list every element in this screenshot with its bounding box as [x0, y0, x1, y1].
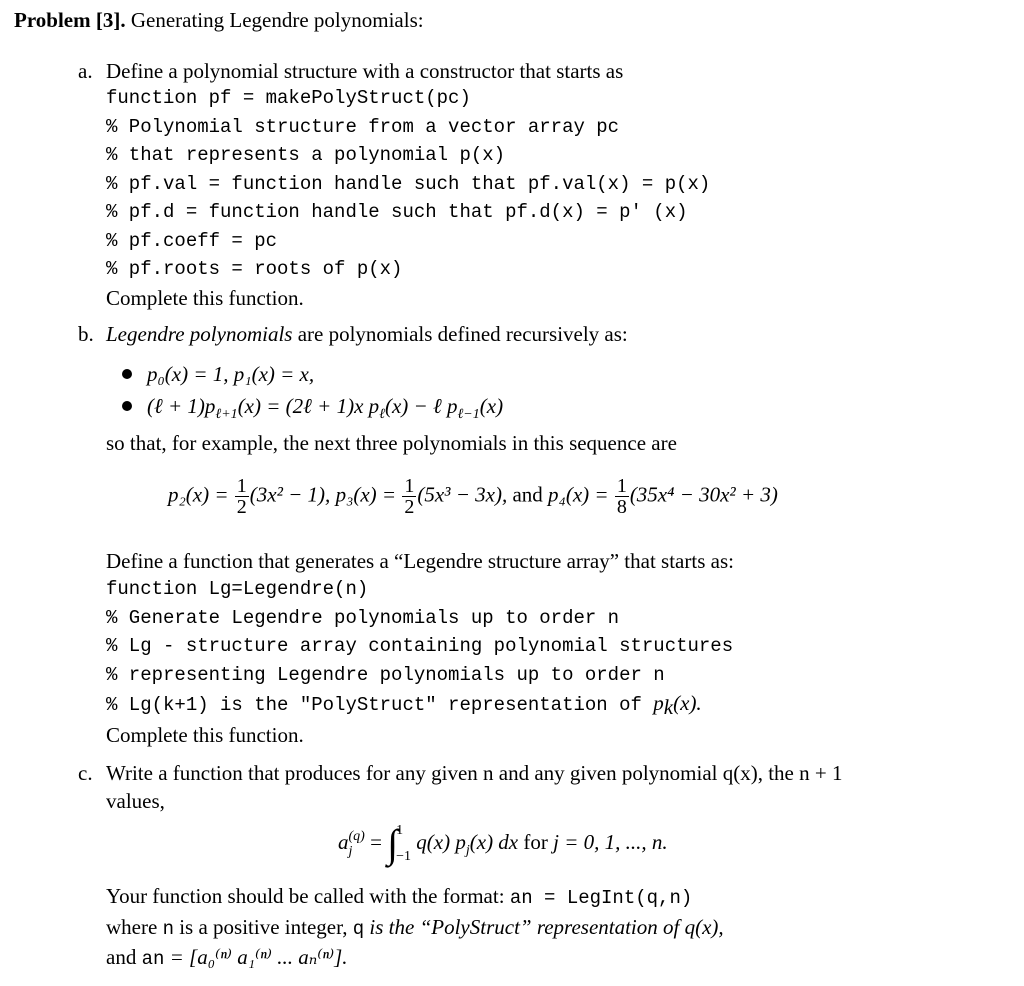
code-line: % pf.val = function handle such that pf.val(x) = p(x) — [106, 172, 711, 195]
integral-limits — [396, 818, 411, 870]
bullet-icon — [122, 369, 132, 379]
p3-lhs: p₃(x) = — [335, 482, 397, 507]
part-c-label: c. — [78, 761, 93, 785]
part-a-intro: Define a polynomial structure with a constructor that starts as — [106, 59, 624, 83]
part-a-label: a. — [78, 59, 93, 83]
p2-rhs: (3x² − 1), — [249, 482, 331, 507]
where-text: where — [106, 914, 158, 939]
integrand-rest: (x) dx — [469, 829, 519, 854]
coef-sup: (q) — [348, 829, 365, 844]
part-b-code — [106, 575, 734, 721]
part-c-intro — [106, 759, 842, 815]
code-line: % pf.d = function handle such that pf.d(x) = p' (x) — [106, 201, 688, 223]
math-tail: (x). — [673, 691, 702, 715]
where-mid: is a positive integer, — [179, 914, 348, 939]
and-word: and — [512, 482, 543, 507]
part-c-format — [106, 882, 724, 974]
part-a-outro: Complete this function. — [106, 285, 304, 310]
integral-icon: ∫ — [387, 821, 399, 866]
code-text: % Lg(k+1) is the "PolyStruct" representation of — [106, 694, 654, 716]
math-sub: k — [663, 695, 674, 720]
part-b-label: b. — [78, 322, 94, 346]
code-line: function pf = makePolyStruct(pc) — [106, 87, 471, 109]
base-cases: p₀(x) = 1, p₁(x) = x, — [147, 362, 315, 386]
and-line — [106, 943, 724, 974]
p2-lhs: p₂(x) = — [168, 482, 229, 507]
equals-sign: = — [370, 829, 382, 854]
math-p: p — [653, 691, 664, 715]
integral-equation — [338, 818, 668, 870]
format-line — [106, 882, 724, 913]
part-c-line2: values, — [106, 789, 165, 813]
fraction-eighth — [615, 476, 629, 517]
list-item — [122, 390, 503, 422]
recursion-list — [122, 358, 503, 422]
code-line — [106, 689, 734, 721]
p4-lhs: p₄(x) = — [548, 482, 609, 507]
var-n: n — [162, 917, 174, 940]
lower-limit: −1 — [396, 849, 412, 864]
sequence-text: so that, for example, the next three polynomials in this sequence are — [106, 431, 677, 455]
for-word: for — [523, 829, 548, 854]
fraction-numerator: 1 — [236, 475, 247, 497]
fraction-numerator: 1 — [616, 475, 627, 497]
integrand-sub: j — [465, 843, 470, 858]
fraction-half — [402, 476, 416, 517]
p4-rhs: (35x⁴ − 30x² + 3) — [629, 482, 778, 507]
part-b-outro: Complete this function. — [106, 723, 304, 748]
code-line: % pf.coeff = pc — [106, 229, 278, 252]
legendre-term: Legendre polynomials — [106, 322, 293, 346]
coef-indices — [349, 829, 365, 859]
fraction-denominator: 2 — [236, 496, 247, 518]
fraction-denominator: 2 — [404, 496, 415, 518]
part-a-code — [106, 84, 710, 284]
fraction-denominator: 8 — [616, 496, 627, 518]
bullet-icon — [122, 401, 132, 411]
coef-a: a — [338, 829, 349, 854]
part-a — [106, 57, 710, 312]
upper-limit: 1 — [396, 823, 404, 838]
fraction-numerator: 1 — [404, 475, 415, 497]
code-line: % Lg - structure array containing polynomial structures — [106, 635, 734, 657]
legendre-examples-equation — [168, 476, 778, 517]
and-text: and — [106, 945, 137, 969]
where-line — [106, 913, 724, 944]
an-definition: = [a₀⁽ⁿ⁾ a₁⁽ⁿ⁾ ... aₙ⁽ⁿ⁾]. — [169, 945, 348, 969]
part-b-intro — [106, 320, 628, 348]
part-b-define — [106, 547, 734, 749]
problem-heading: Generating Legendre polynomials: — [130, 8, 424, 32]
part-c-line1: Write a function that produces for any given n and any given polynomial q(x), the n + 1 — [106, 761, 843, 785]
where-post: is the “PolyStruct” representation of q(x), — [369, 914, 724, 939]
integrand: q(x) p — [416, 829, 466, 854]
problem-number: Problem [3]. — [14, 8, 126, 32]
list-item — [122, 358, 503, 390]
recurrence: (ℓ + $1)p_{\ell+1}(x)$ = (2ℓ + 1)x $p_\ell(x)$ − ℓ $p_{\ell-1}(x)$ — [147, 394, 504, 423]
problem-title — [14, 6, 424, 34]
var-an: an — [141, 948, 165, 970]
define-text: Define a function that generates a “Legendre structure array” that starts as: — [106, 549, 734, 573]
coef-sub: j — [348, 844, 353, 859]
var-q: q — [352, 917, 365, 940]
format-text: Your function should be called with the format: — [106, 884, 505, 908]
code-line: % pf.roots = roots of p(x) — [106, 258, 403, 280]
code-line: % representing Legendre polynomials up to order n — [106, 663, 665, 686]
code-line: % Generate Legendre polynomials up to order n — [106, 606, 620, 629]
code-line: % that represents a polynomial p(x) — [106, 144, 506, 166]
code-line: function Lg=Legendre(n) — [106, 578, 369, 600]
format-code: an = LegInt(q,n) — [509, 887, 693, 909]
index-range: j = 0, 1, ..., n. — [553, 829, 668, 854]
code-line: % Polynomial structure from a vector array pc — [106, 115, 620, 138]
part-b-intro-rest: are polynomials defined recursively as: — [292, 322, 628, 346]
fraction-half — [235, 476, 249, 517]
p3-rhs: (5x³ − 3x), — [417, 482, 508, 507]
